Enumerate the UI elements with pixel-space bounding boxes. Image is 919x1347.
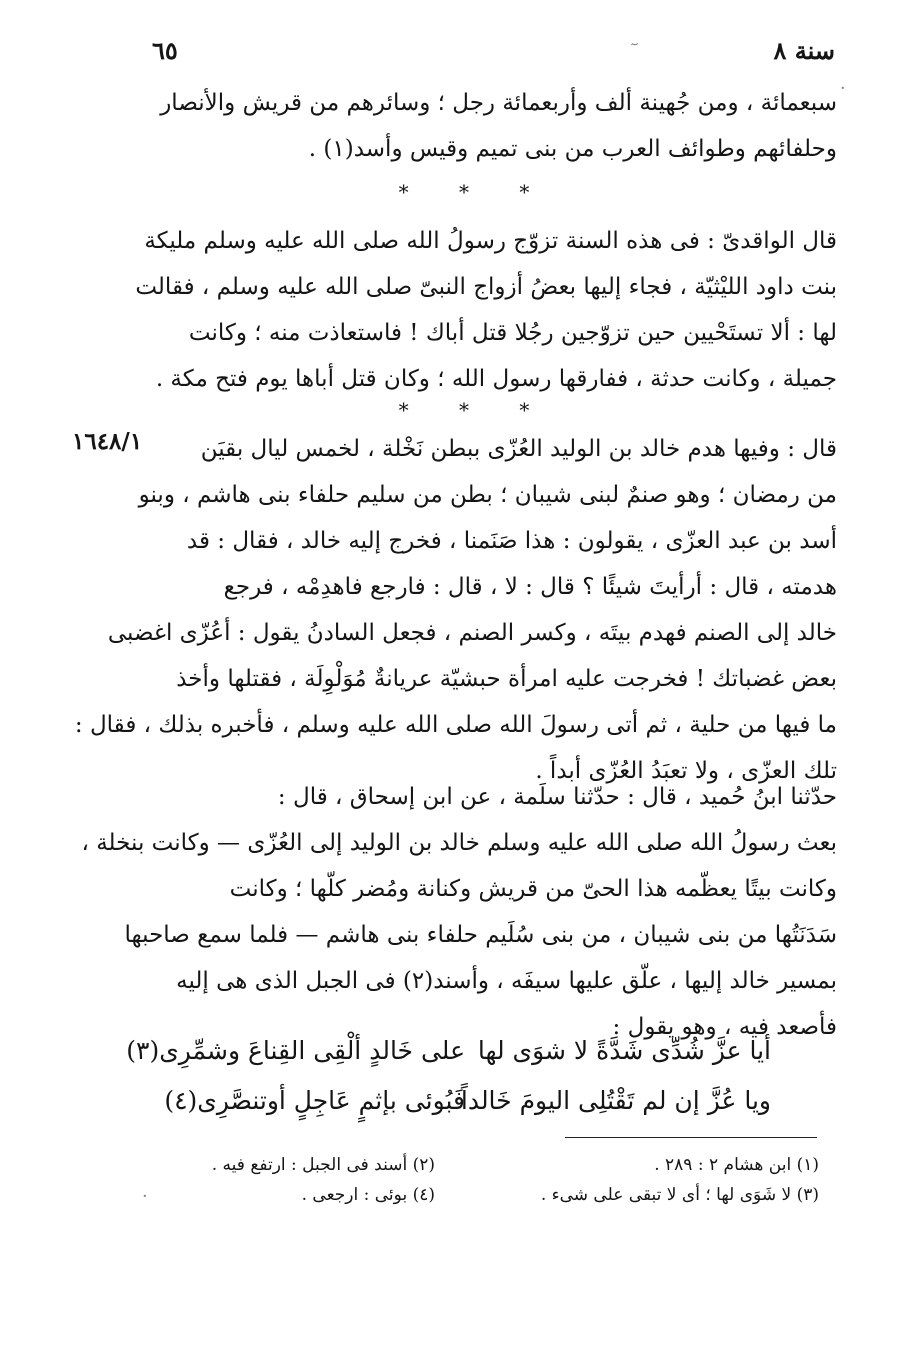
text-line: بمسير خالد إليها ، علّق عليها سيفَه ، وأسند(٢) فى الجبل الذى هى إليه	[176, 968, 837, 994]
footnote-divider	[565, 1137, 817, 1138]
footnote-4: (٤) بوئى : ارجعى .	[301, 1185, 435, 1205]
text-line: ما فيها من حلية ، ثم أتى رسولَ الله صلى الله عليه وسلم ، فأخبره بذلك ، فقال :	[74, 712, 837, 738]
scan-speck: ·	[840, 78, 846, 99]
text-line: حدّثنا ابنُ حُميد ، قال : حدّثنا سلَمة ، عن ابن إسحاق ، قال :	[277, 784, 837, 810]
text-line: بعض غضباتك ! فخرجت عليه امرأة حبشيّة عريانةٌ مُوَلْوِلَة ، فقتلها وأخذ	[176, 666, 837, 692]
text-line: سَدَنَتُها من بنى شيبان ، من بنى سُلَيم حلفاء بنى هاشم — فلما سمع صاحبها	[124, 922, 837, 948]
text-line: بنت داود الليْثيّة ، فجاء إليها بعضُ أزواج النبىّ صلى الله عليه وسلم ، فقالت	[135, 274, 837, 300]
text-line: سبعمائة ، ومن جُهينة ألف وأربعمائة رجل ؛ وسائرهم من قريش والأنصار	[160, 90, 837, 116]
text-line: وكانت بيتًا يعظّمه هذا الحىّ من قريش وكنانة ومُضر كلّها ؛ وكانت	[229, 876, 837, 902]
scan-speck: ·	[142, 1186, 148, 1207]
header-year-label: سنة ٨	[773, 36, 835, 65]
text-line: هدمته ، قال : أرأيتَ شيئًا ؟ قال : لا ، قال : فارجع فاهدِمْه ، فرجع	[223, 574, 837, 600]
poem-verse-2-second-hemistich: فَبُوئى بإثمٍ عَاجِلٍ أوتنصَّرِى(٤)	[164, 1086, 465, 1115]
footnote-1: (١) ابن هشام ٢ : ٢٨٩ .	[654, 1155, 819, 1175]
text-line: تلك العزّى ، ولا تعبَدُ العُزّى أبداً .	[535, 758, 837, 784]
section-separator: * * *	[398, 180, 552, 204]
section-separator: * * *	[398, 398, 552, 422]
text-line: خالد إلى الصنم فهدم بيتَه ، وكسر الصنم ، فجعل السادنُ يقول : أعُزّى اغضبى	[107, 620, 837, 646]
text-line: فأصعد فيه ، وهو يقول :	[612, 1014, 837, 1040]
footnote-2: (٢) أسند فى الجبل : ارتفع فيه .	[211, 1155, 435, 1175]
poem-verse-1-second-hemistich: على خَالدٍ ألْقِى القِناعَ وشمِّرِى(٣)	[126, 1036, 465, 1065]
footnote-3: (٣) لا شَوَى لها ؛ أى لا تبقى على شىء .	[540, 1185, 819, 1205]
text-line: قال الواقدىّ : فى هذه السنة تزوّج رسولُ الله صلى الله عليه وسلم مليكة	[144, 228, 837, 254]
text-line: من رمضان ؛ وهو صنمٌ لبنى شيبان ؛ بطن من سليم حلفاء بنى هاشم ، وبنو	[138, 482, 837, 508]
text-line: أسد بن عبد العزّى ، يقولون : هذا صَنَمنا ، فخرج إليه خالد ، فقال : قد	[186, 528, 837, 554]
text-line: بعث رسولُ الله صلى الله عليه وسلم خالد بن الوليد إلى العُزّى — وكانت بنخلة ،	[81, 830, 837, 856]
text-line: قال : وفيها هدم خالد بن الوليد العُزّى ببطن نَخْلة ، لخمس ليال بقيَن	[200, 436, 837, 462]
paragraph-intro	[160, 80, 837, 172]
margin-reference: ١٦٤٨/١	[72, 428, 143, 455]
paragraph-waqidi	[135, 218, 837, 402]
page-number: ٦٥	[152, 36, 178, 65]
paragraph-isnad	[81, 774, 837, 1050]
poem-verse-2-first-hemistich: ويا عُزَّ إن لم تَقْتُلِى اليومَ خَالداً	[460, 1086, 771, 1115]
text-line: وحلفائهم وطوائف العرب من بنى تميم وقيس وأسد(١) .	[308, 136, 837, 162]
poem-verse-1-first-hemistich: أيا عزَّ شُدِّى شَدَّةً لا شوَى لها	[477, 1036, 771, 1065]
text-line: جميلة ، وكانت حدثة ، ففارقها رسول الله ؛ وكان قتل أباها يوم فتح مكة .	[155, 366, 837, 392]
text-line: لها : ألا تستَحْيين حين تزوّجين رجُلا قتل أباك ! فاستعاذت منه ؛ وكانت	[188, 320, 837, 346]
